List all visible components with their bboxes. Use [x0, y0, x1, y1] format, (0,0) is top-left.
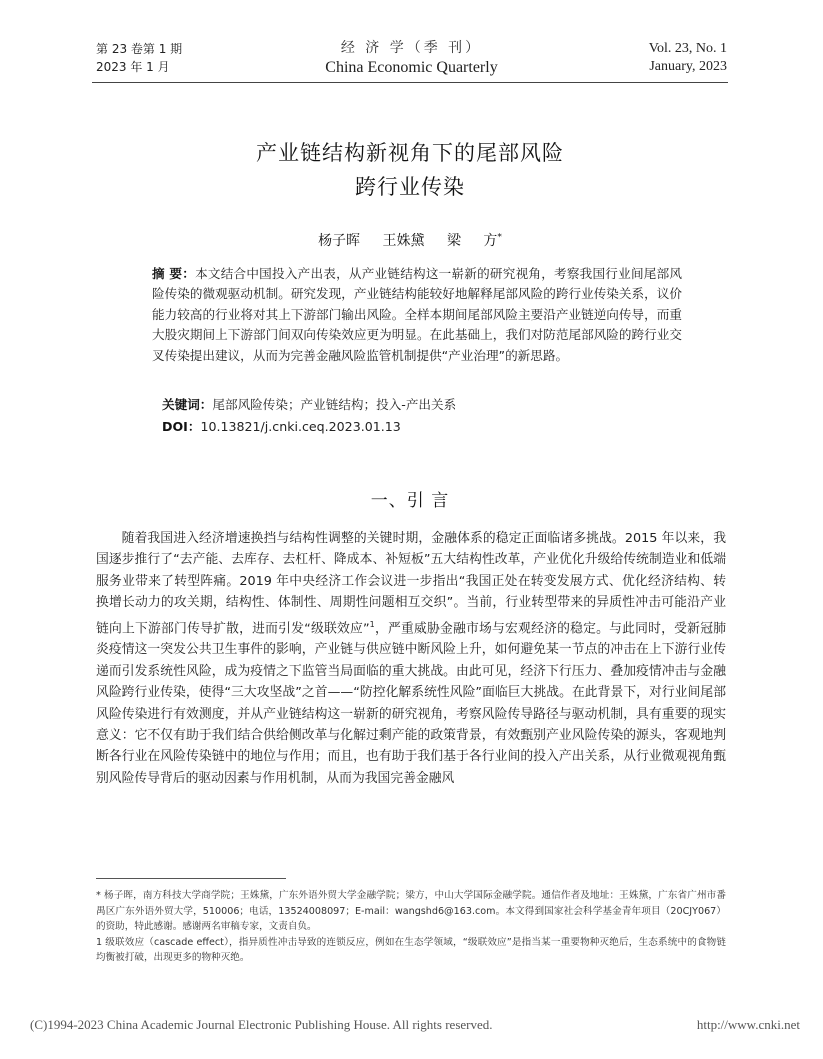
footnote-1: 1 级联效应（cascade effect），指异质性冲击导致的连锁反应，例如在生态学领域，“级联效应”是指当某一重要物种灭绝后，生态系统中的食物链均衡被打破，出现更多的物种灭绝。: [96, 936, 726, 963]
doi-label: DOI：: [162, 419, 201, 434]
title-line-1: 产业链结构新视角下的尾部风险: [256, 141, 564, 165]
abstract-text: 本文结合中国投入产出表，从产业链结构这一崭新的研究视角，考察我国行业间尾部风险传染的微观驱动机制。研究发现，产业链结构能较好地解释尾部风险的跨行业传染关系，议价能力较高的行业将对其上下游部门输出风险。全样本期间尾部风险主要沿产业链逆向传导，而重大股灾期间上下游部门间双向传染效应更为明显。在此基础上，我们对防范尾部风险的跨行业交叉传染提出建议，从而为完善金融风险监管机制提供“产业治理”的新思路。: [152, 266, 683, 363]
copyright-text: (C)1994-2023 China Academic Journal Electronic Publishing House. All rights reserved.: [30, 1017, 493, 1032]
body-text-part-2: ，严重威胁金融市场与宏观经济的稳定。与此同时，受新冠肺炎疫情这一突发公共卫生事件的影响，产业链与供应链中断风险上升，如何避免某一节点的冲击在上下游行业传递而引发系统性风险，成为疫情之下监管当局面临的重大挑战。由此可见，经济下行压力、叠加疫情冲击与金融风险跨行业传染，使得“三大攻坚战”之首——“防控化解系统性风险”面临巨大挑战。在此背景下，对行业间尾部风险传染进行有效测度，并从产业链结构这一崭新的研究视角，考察风险传导路径与驱动机制，具有重要的现实意义：它不仅有助于我们结合供给侧改革与化解过剩产能的政策背景，有效甄别产业风险传染的源头，客观地判断各行业在风险传染链中的地位与作用；而且，也有助于我们基于各行业间的投入产出关系，从行业微观视角甄别风险传导背后的驱动因素与作用机制，从而为我国完善金融风: [96, 620, 726, 786]
volume-line-en: Vol. 23, No. 1: [648, 41, 727, 56]
journal-name-en: China Economic Quarterly: [325, 59, 498, 76]
footnote-divider: [96, 878, 286, 879]
section-heading: 一、引 言: [370, 491, 450, 511]
keywords-label: 关键词：: [162, 397, 213, 412]
author-footnote: * 杨子晖，南方科技大学商学院；王姝黛，广东外语外贸大学金融学院；梁方，中山大学国际金融学院。通信作者及地址：王姝黛，广东省广州市番禺区广东外语外贸大学，510006；电话，13524008097；E-mail：wangshd6@163.com。本文得到国家社会科学基金青年项目（20CJY067）的资助，特此感谢。感谢两名审稿专家，文责自负。: [96, 890, 726, 932]
journal-name: [280, 38, 543, 78]
author-list: [92, 230, 728, 250]
keywords-text: 尾部风险传染；产业链结构；投入-产出关系: [212, 397, 457, 412]
body-paragraph: [96, 528, 726, 789]
doi-text: 10.13821/j.cnki.ceq.2023.01.13: [200, 419, 401, 434]
volume-line: 第 23 卷第 1 期: [96, 42, 183, 56]
author-footnote-marker: *: [497, 232, 502, 243]
volume-issue-en: [649, 40, 727, 76]
abstract: [152, 264, 682, 366]
date-line-en: January, 2023: [649, 59, 727, 74]
doi: [162, 416, 682, 435]
title-line-2: 跨行业传染: [355, 175, 465, 199]
footnote-ref: 1: [369, 619, 375, 629]
header-divider: [92, 82, 728, 83]
volume-issue: [96, 40, 182, 76]
journal-name-zh: 经 济 学（季 刊）: [340, 40, 483, 56]
author-names: 杨子晖 王姝黛 梁 方: [318, 233, 498, 249]
abstract-label: 摘 要：: [152, 266, 196, 281]
footnotes: [96, 888, 726, 966]
keywords: [162, 394, 682, 413]
article-title: [92, 136, 728, 204]
copyright-bar: [30, 1017, 800, 1033]
date-line: 2023 年 1 月: [96, 60, 170, 74]
cnki-link[interactable]: http://www.cnki.net: [696, 1017, 800, 1032]
body-text-part-1: 随着我国进入经济增速换挡与结构性调整的关键时期，金融体系的稳定正面临诸多挑战。2015 年以来，我国逐步推行了“去产能、去库存、去杠杆、降成本、补短板”五大结构性改革，产业优化升级给传统制造业和低端服务业带来了转型阵痛。2019 年中央经济工作会议进一步指出“我国正处在转变发展方式、优化经济结构、转换增长动力的攻关期，结构性、体制性、周期性问题相互交织”。当前，行业转型带来的异质性冲击可能沿产业链向上下游部门传导扩散，进而引发“级联效应”: [96, 531, 726, 636]
